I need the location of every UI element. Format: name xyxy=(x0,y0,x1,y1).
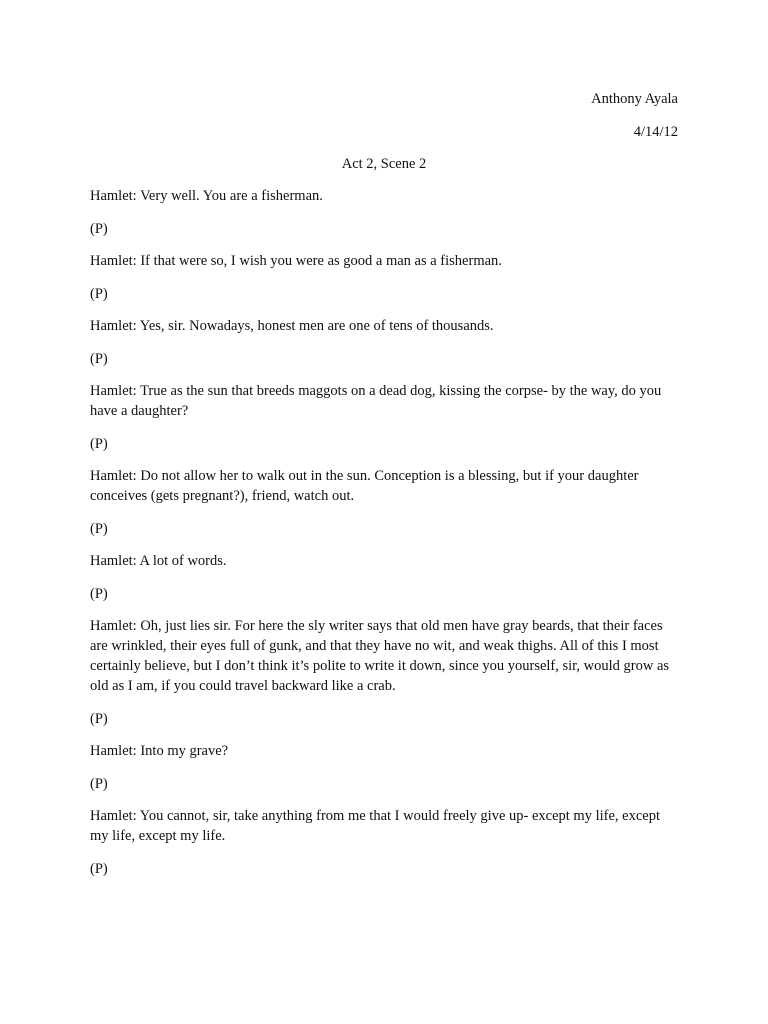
pause-marker: (P) xyxy=(90,520,108,537)
pause-marker: (P) xyxy=(90,285,108,302)
pause-marker: (P) xyxy=(90,710,108,727)
document-date: 4/14/12 xyxy=(633,124,678,140)
dialogue-line: Hamlet: True as the sun that breeds maggots on a dead dog, kissing the corpse- by the way, do you have a daughter? xyxy=(90,383,662,419)
document-body xyxy=(90,186,680,891)
pause-marker: (P) xyxy=(90,860,108,877)
author-name: Anthony Ayala xyxy=(591,91,678,107)
pause-marker: (P) xyxy=(90,435,108,452)
scene-title: Act 2, Scene 2 xyxy=(341,156,427,172)
pause-marker: (P) xyxy=(90,220,108,237)
pause-marker: (P) xyxy=(90,350,108,367)
pause-marker: (P) xyxy=(90,585,108,602)
dialogue-line: Hamlet: You cannot, sir, take anything from me that I would freely give up- except my life, except my life, except my life. xyxy=(90,808,660,844)
dialogue-line: Hamlet: Oh, just lies sir. For here the sly writer says that old men have gray beards, that their faces are wrinkled, their eyes full of gunk, and that they have no wit, and weak thighs. All of this I most certainly believe, but I don’t think it’s polite to write it down, since you yourself, sir, would grow as old as I am, if you could travel backward like a crab. xyxy=(90,618,670,694)
dialogue-line: Hamlet: A lot of words. xyxy=(90,553,227,569)
dialogue-line: Hamlet: Into my grave? xyxy=(90,743,229,759)
dialogue-line: Hamlet: Very well. You are a fisherman. xyxy=(90,188,323,204)
dialogue-line: Hamlet: If that were so, I wish you were as good a man as a fisherman. xyxy=(90,253,502,269)
dialogue-line: Hamlet: Yes, sir. Nowadays, honest men are one of tens of thousands. xyxy=(90,318,494,334)
pause-marker: (P) xyxy=(90,775,108,792)
dialogue-line: Hamlet: Do not allow her to walk out in the sun. Conception is a blessing, but if your daughter conceives (gets pregnant?), friend, watch out. xyxy=(90,468,639,504)
